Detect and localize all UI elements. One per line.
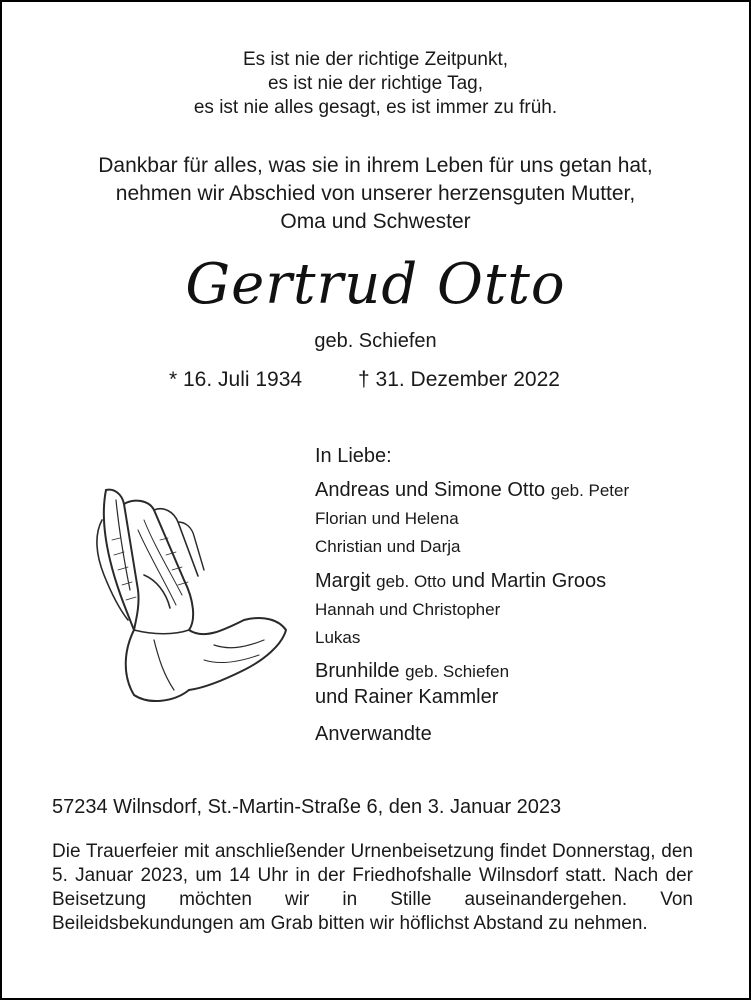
family-children-line: Florian und Helena xyxy=(315,509,459,528)
maiden-name: geb. Peter xyxy=(550,481,630,500)
funeral-notice: Die Trauerfeier mit anschließender Urnenbeisetzung findet Donnerstag, den 5. Januar 2023, um 14 Uhr in der Friedhofshalle Wilnsdorf statt. Nach der Beisetzung möchten wir in Stille auseinandergehen. Von Beileidsbekundungen am Grab bitten wir höflichst Abstand zu nehmen. xyxy=(52,841,693,934)
family-children-line: Christian und Darja xyxy=(315,537,461,556)
family-names: und Rainer Kammler xyxy=(315,686,499,708)
deceased-name: Gertrud Otto xyxy=(185,252,566,317)
family-group xyxy=(315,567,735,652)
poem-line: es ist nie alles gesagt, es ist immer zu früh. xyxy=(193,97,558,118)
intro-text xyxy=(2,152,749,236)
family-names: Andreas und Simone Otto xyxy=(315,479,546,501)
birth-date: * 16. Juli 1934 xyxy=(169,368,303,391)
family-children-line: Lukas xyxy=(315,628,361,647)
address-line: 57234 Wilnsdorf, St.-Martin-Straße 6, den 3. Januar 2023 xyxy=(52,796,562,818)
relatives-line: Anverwandte xyxy=(315,723,432,745)
praying-hands-icon xyxy=(94,480,290,706)
intro-line: Dankbar für alles, was sie in ihrem Leben für uns getan hat, xyxy=(98,154,653,177)
family-children-line: Hannah und Christopher xyxy=(315,600,501,619)
poem xyxy=(2,48,749,120)
mourners-list xyxy=(315,442,735,748)
birth-name: geb. Schiefen xyxy=(314,330,437,352)
family-group xyxy=(315,476,735,561)
death-date: † 31. Dezember 2022 xyxy=(358,368,560,391)
intro-line: nehmen wir Abschied von unserer herzensguten Mutter, xyxy=(115,182,636,205)
mourners-heading: In Liebe: xyxy=(315,445,392,467)
maiden-name: geb. Schiefen xyxy=(405,662,510,681)
family-names: Brunhilde xyxy=(315,660,400,682)
family-main-line xyxy=(315,658,735,686)
poem-line: es ist nie der richtige Tag, xyxy=(267,73,484,94)
maiden-name: geb. Otto xyxy=(376,572,447,591)
poem-line: Es ist nie der richtige Zeitpunkt, xyxy=(242,49,509,70)
family-main-line xyxy=(315,476,735,505)
intro-line: Oma und Schwester xyxy=(280,210,471,233)
family-group xyxy=(315,658,735,708)
family-names: Margit xyxy=(315,570,371,592)
family-names: und Martin Groos xyxy=(451,570,607,592)
family-main-line xyxy=(315,567,735,596)
